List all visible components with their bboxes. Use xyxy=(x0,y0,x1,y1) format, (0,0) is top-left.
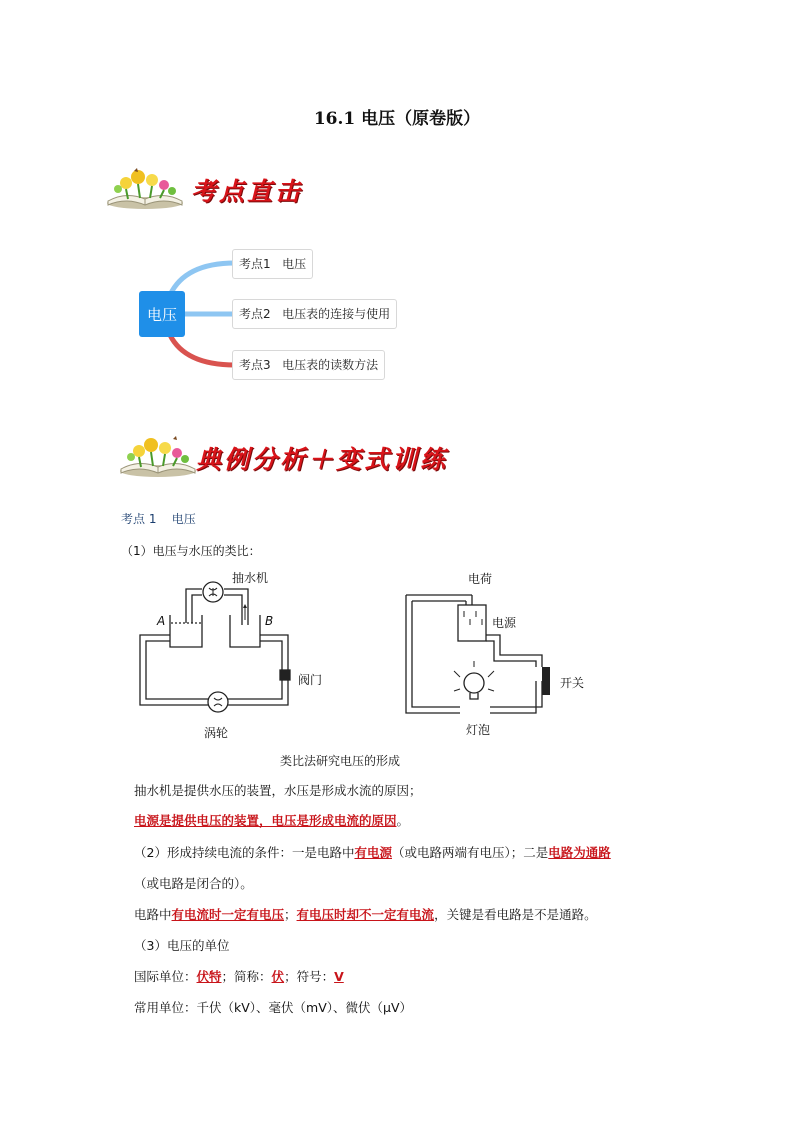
line-source: 电源是提供电压的装置，电压是形成电流的原因。 xyxy=(134,813,410,828)
banner-key-points: 考点直击 xyxy=(191,177,304,206)
label-a: A xyxy=(157,614,166,628)
subheading-units: （3）电压的单位 xyxy=(134,938,230,953)
figure-caption: 类比法研究电压的形成 xyxy=(280,754,401,768)
label-turbine: 涡轮 xyxy=(204,726,229,740)
label-pump: 抽水机 xyxy=(232,571,269,585)
line-si-unit: 国际单位：伏特；简称：伏；符号：V xyxy=(134,969,344,984)
mindmap-node-1: 考点1 电压 xyxy=(232,249,313,279)
label-switch: 开关 xyxy=(560,676,585,690)
label-charge: 电荷 xyxy=(468,572,493,586)
key-volt-full: 伏特 xyxy=(196,969,222,984)
banner-examples: 典例分析＋变式训练 xyxy=(196,445,449,474)
key-closed-circuit: 电路为通路 xyxy=(548,845,611,860)
line-conditions: （2）形成持续电流的条件：一是电路中有电源（或电路两端有电压）；二是电路为通路 xyxy=(134,845,611,860)
line-common-units: 常用单位：千伏（kV）、毫伏（mV）、微伏（μV） xyxy=(134,1000,413,1015)
subheading-analogy: （1）电压与水压的类比： xyxy=(121,544,261,558)
key-has-source: 有电源 xyxy=(354,845,392,860)
label-b: B xyxy=(265,614,274,628)
line-pump: 抽水机是提供水压的装置，水压是形成水流的原因； xyxy=(134,783,422,798)
section-heading: 考点 1 电压 xyxy=(121,512,196,526)
key-volt-short: 伏 xyxy=(271,969,285,984)
water-circuit-diagram xyxy=(130,575,300,725)
key-source-definition: 电源是提供电压的装置，电压是形成电流的原因 xyxy=(134,813,397,828)
mindmap-node-2: 考点2 电压表的连接与使用 xyxy=(232,299,397,329)
book-flowers-icon xyxy=(104,165,186,211)
mindmap-root: 电压 xyxy=(139,291,185,337)
line-conditions-cont: （或电路是闭合的）。 xyxy=(134,876,253,891)
key-voltage-not-current: 有电压时却不一定有电流 xyxy=(296,907,435,922)
key-current-implies-voltage: 有电流时一定有电压 xyxy=(171,907,285,922)
label-source: 电源 xyxy=(492,616,517,630)
label-bulb: 灯泡 xyxy=(466,723,491,737)
electric-circuit-diagram xyxy=(400,585,560,720)
key-volt-symbol: V xyxy=(334,969,344,984)
mindmap-node-3: 考点3 电压表的读数方法 xyxy=(232,350,385,380)
label-valve: 阀门 xyxy=(298,673,323,687)
line-current-voltage: 电路中有电流时一定有电压；有电压时却不一定有电流，关键是看电路是不是通路。 xyxy=(134,907,597,922)
page-title: 16.1 电压（原卷版） xyxy=(313,109,481,129)
book-flowers-icon xyxy=(117,433,199,479)
